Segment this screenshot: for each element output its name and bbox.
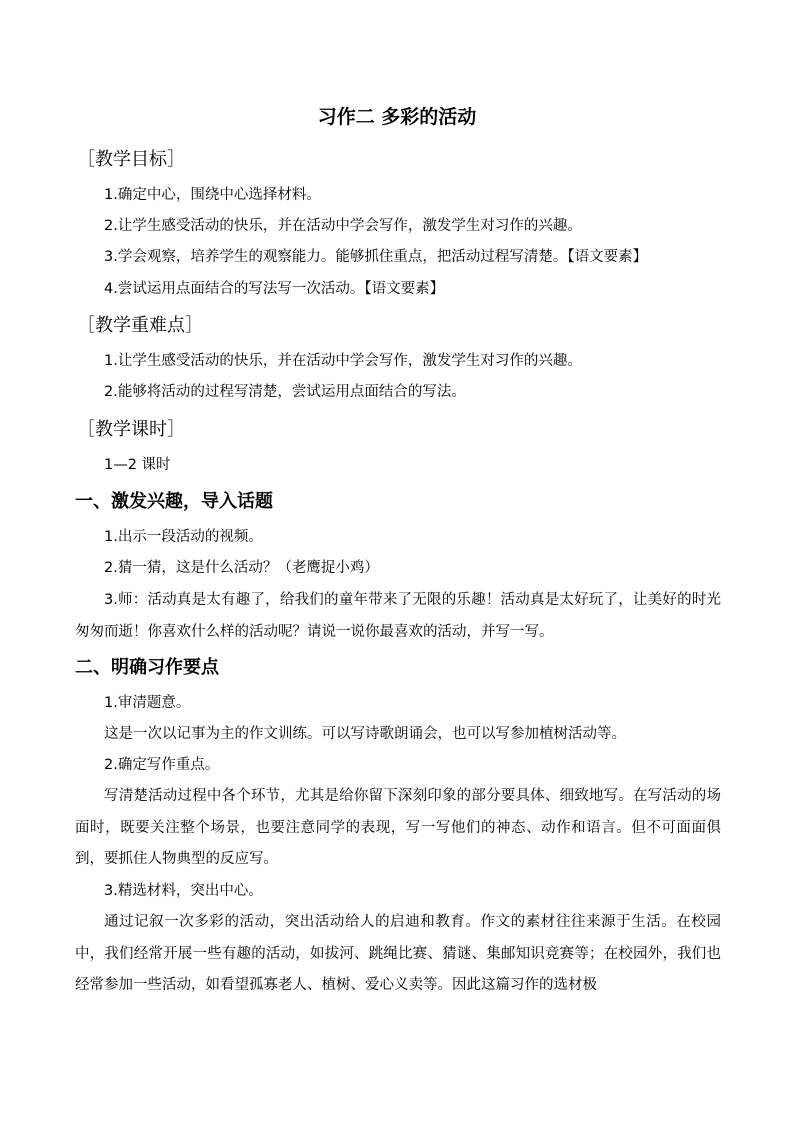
key-point-item: 2.能够将活动的过程写清楚，尝试运用点面结合的写法。 [104, 384, 466, 400]
teaching-goals-heading: ［教学目标］ [77, 149, 185, 170]
teaching-goal-item: 4.尝试运用点面结合的写法写一次活动。【语文要素】 [104, 281, 445, 297]
part2-item3: 3.精选材料，突出中心。 [104, 883, 263, 899]
part2-heading: 二、明确习作要点 [75, 657, 219, 678]
teaching-goal-item: 3.学会观察，培养学生的观察能力。能够抓住重点，把活动过程写清楚。【语文要素】 [104, 249, 648, 265]
part1-item: 1.出示一段活动的视频。 [104, 529, 263, 545]
key-point-item: 1.让学生感受活动的快乐，并在活动中学会写作，激发学生对习作的兴趣。 [104, 353, 582, 369]
part1-item: 2.猜一猜，这是什么活动？（老鹰捉小鸡） [104, 560, 379, 576]
document-title: 习作二 多彩的活动 [317, 106, 477, 128]
part2-item1: 1.审清题意。 [104, 695, 191, 711]
part1-heading: 一、激发兴趣，导入话题 [75, 491, 273, 512]
part2-item2-text: 写清楚活动过程中各个环节，尤其是给你留下深刻印象的部分要具体、细致地写。在写活动的场面时，既要关注整个场景，也要注意同学的表现，写一写他们的神态、动作和语言。但不可面面俱到，要抓住人物典型的反应写。 [75, 788, 721, 867]
part1-paragraph: 3.师：活动真是太有趣了，给我们的童年带来了无限的乐趣！活动真是太好玩了，让美好的时光匆匆而逝！你喜欢什么样的活动呢？请说一说你最喜欢的活动，并写一写。 [75, 592, 721, 640]
teaching-goal-item: 2.让学生感受活动的快乐，并在活动中学会写作，激发学生对习作的兴趣。 [104, 218, 582, 234]
class-hours-heading: ［教学课时］ [77, 419, 185, 440]
part2-item2: 2.确定写作重点。 [104, 757, 220, 773]
part2-item1-text: 这是一次以记事为主的作文训练。可以写诗歌朗诵会，也可以写参加植树活动等。 [104, 726, 626, 742]
part2-item3-text: 通过记叙一次多彩的活动，突出活动给人的启迪和教育。作文的素材往往来源于生活。在校园中，我们经常开展一些有趣的活动，如拔河、跳绳比赛、猜谜、集邮知识竞赛等；在校园外，我们也经常参加一些活动，如看望孤寡老人、植树、爱心义卖等。因此这篇习作的选材极 [75, 914, 721, 993]
class-hours-value: 1—2 课时 [104, 457, 171, 473]
teaching-goal-item: 1.确定中心，围绕中心选择材料。 [104, 187, 321, 203]
key-points-heading: ［教学重难点］ [77, 315, 203, 336]
